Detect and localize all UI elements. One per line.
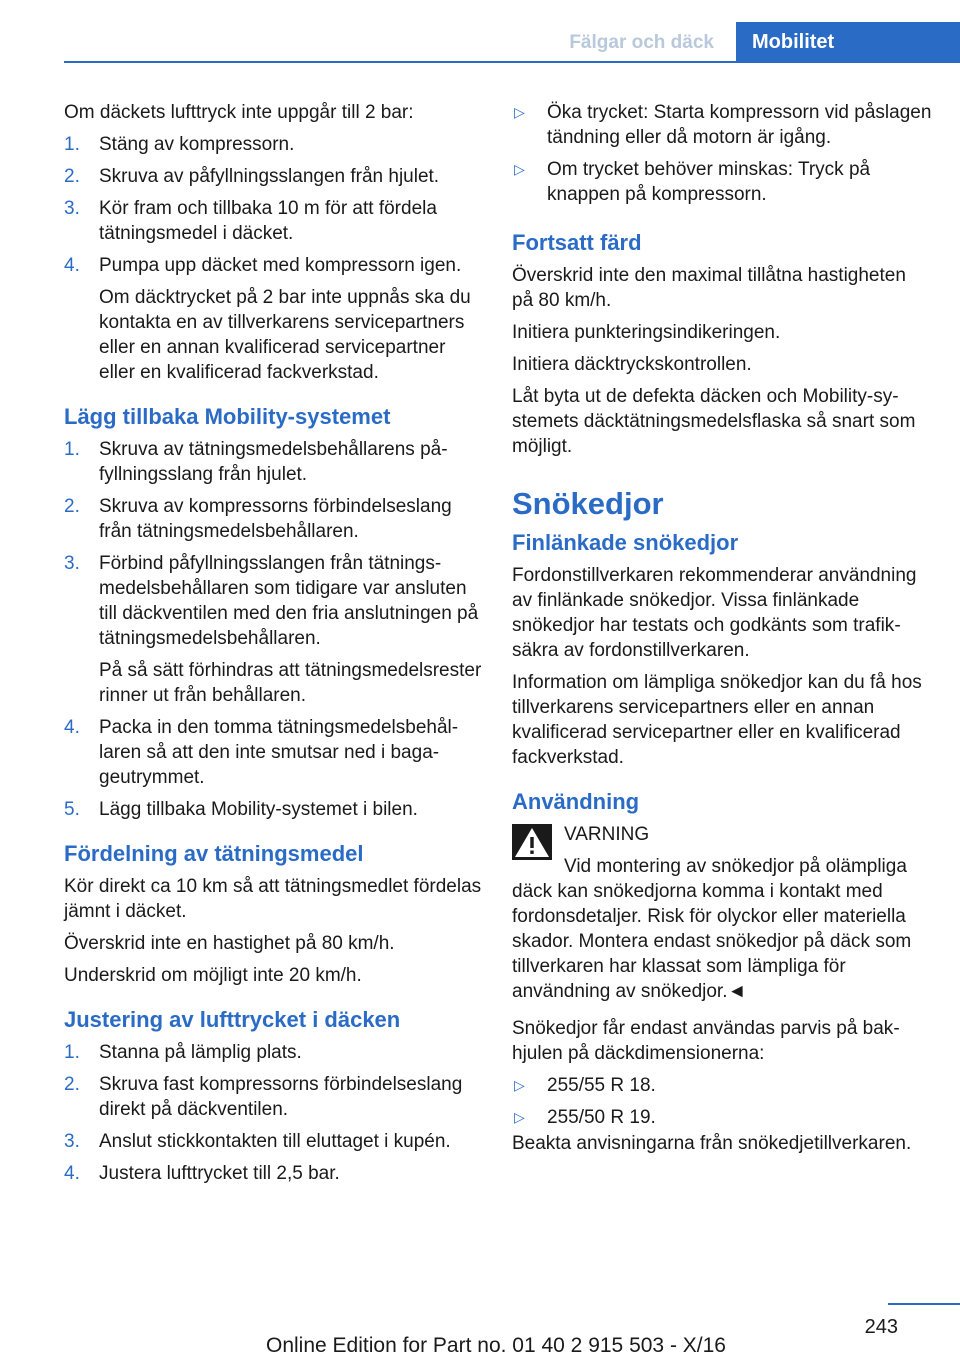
list-text: Skruva av kompressorns förbindelseslang från tätningsmedelsbehållaren.: [99, 496, 452, 542]
list-text: 255/50 R 19.: [547, 1107, 656, 1128]
list-number: 3.: [64, 198, 80, 219]
heading-fordelning: Fördelning av tätningsmedel: [64, 841, 364, 866]
list-text: Skruva av tätningsmedelsbehållarens påfyllningsslang från hjulet.: [99, 439, 448, 485]
list-text: Skruva av påfyllningsslangen från hjulet.: [99, 166, 440, 187]
list-text: Stanna på lämplig plats.: [99, 1042, 302, 1063]
list-item: [64, 196, 484, 246]
list-text: Om trycket behöver minskas: Tryck på knappen på kompressorn.: [547, 159, 871, 205]
body-text: Snökedjor får endast användas parvis på bakhjulen på däckdimensionerna:: [512, 1018, 900, 1064]
warning-title: VARNING: [564, 824, 650, 845]
triangle-bullet-icon: ▷: [514, 104, 525, 120]
list-item: [64, 1072, 484, 1122]
list-text: Skruva fast kompressorns förbindelseslang direkt på däckventilen.: [99, 1074, 463, 1120]
list-text: Pumpa upp däcket med kompressorn igen.: [99, 255, 462, 276]
bullet-list-tyres: [512, 1073, 932, 1130]
list-subtext: Om däcktrycket på 2 bar inte uppnås ska du kontakta en av tillverkarens servicepartners eller en annan kvalificerad servicepartner eller en kvalificerad fackverkstad.: [99, 287, 471, 383]
list-item: [512, 1105, 932, 1130]
right-column: [512, 100, 932, 1163]
section-tab[interactable]: Mobilitet: [736, 22, 960, 62]
list-text: Lägg tillbaka Mobility-systemet i bilen.: [99, 799, 418, 820]
list-number: 2.: [64, 496, 80, 517]
list-text: Justera lufttrycket till 2,5 bar.: [99, 1163, 340, 1184]
chapter-tab[interactable]: Fälgar och däck: [569, 32, 714, 53]
list-item: [64, 551, 484, 708]
list-item: [64, 437, 484, 487]
list-item: [64, 1129, 484, 1154]
list-item: [64, 715, 484, 790]
warning-box: [512, 822, 932, 1004]
list-item: [512, 100, 932, 150]
body-text: Information om lämpliga snökedjor kan du få hos tillverkarens servicepartners eller en annan kvalificerad servicepartner eller en kvalificerad fackverkstad.: [512, 672, 922, 768]
body-text: Fordonstillverkaren rekommenderar användning av finlänkade snökedjor. Vissa finlänkade snökedjor har testats och godkänts som trafiksäkra av fordonstillverkaren.: [512, 565, 917, 661]
list-number: 4.: [64, 1163, 80, 1184]
heading-fortsatt: Fortsatt färd: [512, 230, 642, 255]
heading-lagg-tillbaka: Lägg tillbaka Mobility-systemet: [64, 404, 391, 429]
triangle-bullet-icon: ▷: [514, 1109, 525, 1125]
warning-lead: Vid montering av snökedjor på olämpliga: [564, 856, 907, 877]
page-number: 243: [864, 1316, 898, 1338]
heading-justering: Justering av lufttrycket i däcken: [64, 1007, 401, 1032]
footer-divider: [888, 1303, 960, 1305]
list-text: 255/55 R 18.: [547, 1075, 656, 1096]
list-number: 4.: [64, 717, 80, 738]
list-item: [512, 1073, 932, 1098]
list-item: [64, 1040, 484, 1065]
list-item: [64, 1161, 484, 1186]
left-column: [64, 100, 484, 1193]
body-text: Överskrid inte den maximal tillåtna hastigheten på 80 km/h.: [512, 265, 906, 311]
list-number: 5.: [64, 799, 80, 820]
list-number: 3.: [64, 1131, 80, 1152]
warning-text: däck kan snökedjorna komma i kontakt med fordonsdetaljer. Risk för olyckor eller materiella skador. Montera endast snökedjor på däck som tillverkaren har klassat som lämpliga för användning av snökedjor.◄: [512, 881, 912, 1002]
intro-text: Om däckets lufttryck inte uppgår till 2 bar:: [64, 102, 414, 123]
list-low-pressure: [64, 132, 484, 385]
list-text: Packa in den tomma tätningsmedelsbehållaren så att den inte smutsar ned i bagageutrymmet.: [99, 717, 459, 788]
list-text: Förbind påfyllningsslangen från tätningsmedelsbehållaren som tidigare var ansluten till däckventilen med den fria anslutningen på tätningsmedelsbehållaren.: [99, 553, 479, 649]
list-number: 1.: [64, 1042, 80, 1063]
header-divider: [64, 61, 960, 63]
list-number: 4.: [64, 255, 80, 276]
list-text: Stäng av kompressorn.: [99, 134, 295, 155]
list-adjust: [64, 1040, 484, 1186]
body-text: Underskrid om möjligt inte 20 km/h.: [64, 965, 362, 986]
triangle-bullet-icon: ▷: [514, 161, 525, 177]
list-number: 1.: [64, 134, 80, 155]
list-number: 3.: [64, 553, 80, 574]
warning-triangle-icon: [512, 824, 552, 860]
heading-finlankade: Finlänkade snökedjor: [512, 530, 739, 555]
list-text: Anslut stickkontakten till eluttaget i kupén.: [99, 1131, 451, 1152]
body-text: Låt byta ut de defekta däcken och Mobility-systemets däcktätningsmedelsflaska så snart som möjligt.: [512, 386, 916, 457]
list-reinstall: [64, 437, 484, 822]
heading-snokedjor: Snökedjor: [512, 486, 664, 521]
body-text: Initiera däcktryckskontrollen.: [512, 354, 752, 375]
bullet-list-pressure: [512, 100, 932, 207]
list-item: [64, 132, 484, 157]
triangle-bullet-icon: ▷: [514, 1077, 525, 1093]
list-item: [64, 164, 484, 189]
list-number: 2.: [64, 1074, 80, 1095]
list-text: Kör fram och tillbaka 10 m för att fördela tätningsmedel i däcket.: [99, 198, 437, 244]
body-text: Överskrid inte en hastighet på 80 km/h.: [64, 933, 395, 954]
edition-text: Online Edition for Part no. 01 40 2 915 503 - X/16: [266, 1334, 726, 1357]
list-item: [64, 494, 484, 544]
list-item: [512, 157, 932, 207]
body-text: Beakta anvisningarna från snökedjetillverkaren.: [512, 1133, 912, 1154]
body-text: Kör direkt ca 10 km så att tätningsmedlet fördelas jämnt i däcket.: [64, 876, 482, 922]
page-header: [0, 0, 960, 62]
list-item: [64, 797, 484, 822]
list-subtext: På så sätt förhindras att tätningsmedelsrester rinner ut från behållaren.: [99, 660, 482, 706]
heading-anvandning: Användning: [512, 789, 640, 814]
list-number: 1.: [64, 439, 80, 460]
body-text: Initiera punkteringsindikeringen.: [512, 322, 781, 343]
list-item: [64, 253, 484, 385]
list-text: Öka trycket: Starta kompressorn vid påslagen tändning eller då motorn är igång.: [547, 102, 932, 148]
list-number: 2.: [64, 166, 80, 187]
